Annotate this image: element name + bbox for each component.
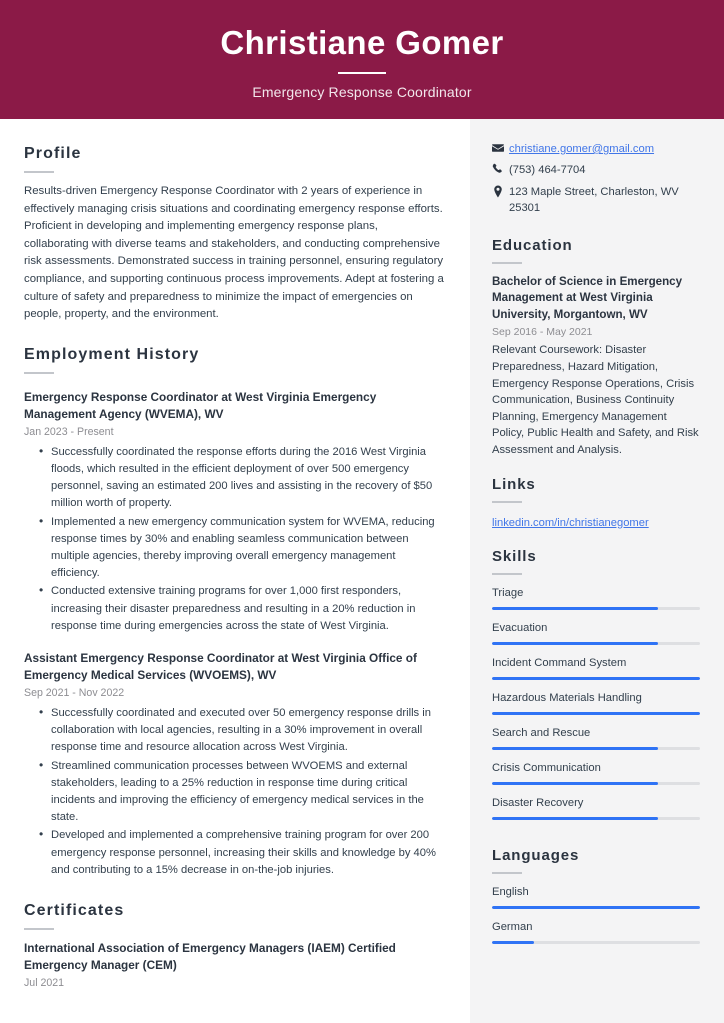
section-rule xyxy=(492,262,522,264)
certificate-title: International Association of Emergency Managers (IAEM) Certified Emergency Manager (CEM) xyxy=(24,941,396,973)
envelope-icon xyxy=(492,141,509,154)
employment-entry xyxy=(24,389,444,635)
profile-text: Results-driven Emergency Response Coordinator with 2 years of experience in effectively managing crisis situations and coordinating emergency response efforts. Proficient in developing and implementing emergency response plans, collaborating with diverse teams and stakeholders, and conducting comprehensive risk assessments. Demonstrated success in training personnel, ensuring regulatory compliance, and supporting continuous process improvements. Adept at fostering a culture of safety and preparedness to minimize the impact of emergencies on people, property, and the environment. xyxy=(24,185,444,321)
language-bar-track xyxy=(492,941,700,944)
email-link[interactable]: christiane.gomer@gmail.com xyxy=(509,143,655,155)
spacer xyxy=(24,324,444,346)
skill-bar-track xyxy=(492,607,700,610)
skill-bar-fill xyxy=(492,607,658,610)
address-text: 123 Maple Street, Charleston, WV 25301 xyxy=(509,185,679,215)
skill-item xyxy=(492,795,700,820)
certificate-entry xyxy=(24,940,444,991)
section-links xyxy=(492,476,700,531)
language-item xyxy=(492,884,700,909)
education-heading: Education xyxy=(492,236,573,254)
skill-bar-fill xyxy=(492,642,658,645)
bullet-item: • Conducted extensive training programs for over 1,000 first responders, increasing their disaster preparedness and resulting in a 20% reduction in response time during emergencies across the state of West Virginia. xyxy=(41,583,444,635)
employment-bullets xyxy=(24,444,444,635)
bullet-item: • Successfully coordinated the response efforts during the 2016 West Virginia floods, which resulted in the efficient deployment of over 500 emergency personnel, saving an estimated 200 lives and assisting in the recovery of $50 million worth of property. xyxy=(41,444,444,513)
map-pin-icon xyxy=(492,184,509,198)
employment-title: Emergency Response Coordinator at West Virginia Emergency Management Agency (WVEMA), WV xyxy=(24,389,377,421)
skill-item xyxy=(492,725,700,750)
languages-heading: Languages xyxy=(492,846,580,864)
employment-title: Assistant Emergency Response Coordinator at West Virginia Office of Emergency Medical Services (WVOEMS), WV xyxy=(24,650,417,682)
skill-bar-track xyxy=(492,817,700,820)
skill-bar-fill xyxy=(492,677,700,680)
contact-list xyxy=(492,141,700,217)
section-skills xyxy=(492,548,700,820)
language-label: German xyxy=(492,920,533,933)
language-bar-fill xyxy=(492,906,700,909)
skill-bar-fill xyxy=(492,817,658,820)
skill-bar-track xyxy=(492,642,700,645)
employment-entry xyxy=(24,650,444,879)
linkedin-link[interactable]: linkedin.com/in/christianegomer xyxy=(492,516,649,529)
language-item xyxy=(492,919,700,944)
language-label: English xyxy=(492,885,529,898)
skill-item xyxy=(492,655,700,680)
skill-label: Crisis Communication xyxy=(492,761,601,774)
employment-date: Sep 2021 - Nov 2022 xyxy=(24,686,125,699)
section-certificates xyxy=(24,902,444,991)
certificates-heading: Certificates xyxy=(24,902,125,920)
spacer xyxy=(492,459,700,476)
section-rule xyxy=(24,928,54,930)
bullet-item: • Developed and implemented a comprehensive training program for over 200 emergency response personnel, increasing their skills and knowledge by 40% and contributing to a 15% decrease in on-the-job injuries. xyxy=(41,827,444,879)
skill-label: Disaster Recovery xyxy=(492,796,584,809)
sidebar-column xyxy=(470,119,724,1023)
section-rule xyxy=(24,171,54,173)
skill-item xyxy=(492,690,700,715)
section-education xyxy=(492,237,700,459)
profile-heading: Profile xyxy=(24,145,82,162)
bullet-item: • Successfully coordinated and executed over 50 emergency response drills in collaboration with local agencies, resulting in a 30% improvement in overall response time and resource allocation across West Virginia. xyxy=(41,705,444,757)
skill-bar-track xyxy=(492,747,700,750)
employment-heading: Employment History xyxy=(24,345,200,363)
skill-bar-fill xyxy=(492,712,700,715)
phone-text: (753) 464-7704 xyxy=(509,164,586,177)
section-rule xyxy=(492,501,522,503)
skill-bar-fill xyxy=(492,782,658,785)
skill-label: Hazardous Materials Handling xyxy=(492,691,642,704)
contact-row-address xyxy=(492,184,700,217)
contact-row-email[interactable] xyxy=(492,141,700,157)
skill-bar-track xyxy=(492,782,700,785)
skill-label: Search and Rescue xyxy=(492,726,591,739)
section-rule xyxy=(492,573,522,575)
bullet-item: • Implemented a new emergency communication system for WVEMA, reducing response times by 30% and enabling seamless communication between multiple agencies, thereby improving overall emergency management efficiency. xyxy=(41,514,444,583)
employment-date: Jan 2023 - Present xyxy=(24,425,114,438)
skill-label: Incident Command System xyxy=(492,656,627,669)
education-entry xyxy=(492,274,700,459)
spacer xyxy=(492,531,700,548)
skill-bar-track xyxy=(492,677,700,680)
section-profile xyxy=(24,145,444,324)
candidate-name: Christiane Gomer xyxy=(220,23,504,61)
skill-bar-track xyxy=(492,712,700,715)
section-rule xyxy=(24,372,54,374)
language-bar-fill xyxy=(492,941,534,944)
resume-header xyxy=(0,0,724,119)
spacer xyxy=(24,880,444,902)
certificate-date: Jul 2021 xyxy=(24,977,65,990)
candidate-job-title: Emergency Response Coordinator xyxy=(252,84,472,101)
skill-label: Evacuation xyxy=(492,621,548,634)
education-description: Relevant Coursework: Disaster Preparedness, Hazard Mitigation, Emergency Response Operations, Crisis Communication, Business Continuity Planning, Emergency Management Policy, Public Health and Safety, and Risk Assessment and Analysis. xyxy=(492,344,699,456)
section-languages xyxy=(492,847,700,944)
main-column xyxy=(0,119,470,1023)
language-bar-track xyxy=(492,906,700,909)
bullet-item: • Streamlined communication processes between WVOEMS and external stakeholders, leading to a 25% reduction in response time during critical incidents and improving the efficiency of emergency medical services in the state. xyxy=(41,758,444,827)
section-employment-history xyxy=(24,346,444,879)
skill-item xyxy=(492,585,700,610)
spacer xyxy=(492,830,700,847)
skill-bar-fill xyxy=(492,747,658,750)
header-divider xyxy=(338,72,386,74)
skill-label: Triage xyxy=(492,586,524,599)
section-rule xyxy=(492,872,522,874)
education-date: Sep 2016 - May 2021 xyxy=(492,326,593,339)
skills-heading: Skills xyxy=(492,547,537,565)
resume-body xyxy=(0,119,724,1023)
skill-item xyxy=(492,620,700,645)
skill-item xyxy=(492,760,700,785)
education-title: Bachelor of Science in Emergency Management at West Virginia University, Morgantown, WV xyxy=(492,274,683,321)
phone-icon xyxy=(492,162,509,175)
links-heading: Links xyxy=(492,475,536,493)
contact-row-phone xyxy=(492,162,700,178)
employment-bullets xyxy=(24,705,444,879)
